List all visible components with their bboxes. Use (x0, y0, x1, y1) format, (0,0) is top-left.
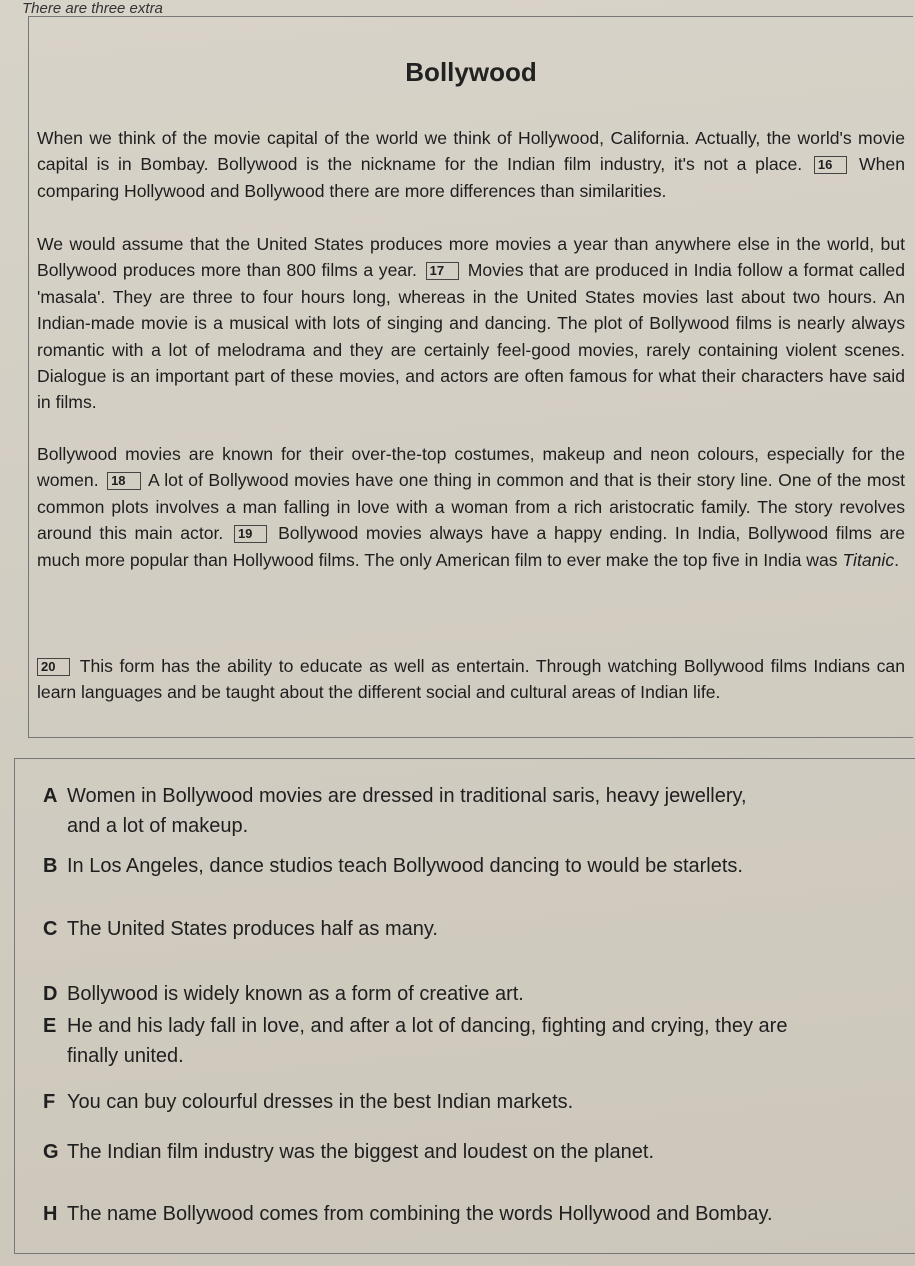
option-d (43, 979, 903, 1009)
titanic-italic: Titanic (842, 549, 895, 570)
option-letter: E (43, 1015, 57, 1037)
paragraph-4 (37, 653, 905, 706)
paragraph-1-text: When we think of the movie capital of the world we think of Hollywood, California. Actually, the world's movie capital is in Bombay. Bollywood is the nickname for the Indian film industry, it's not a place. (37, 128, 905, 175)
paragraph-3-end: . (894, 549, 900, 570)
options-box (14, 758, 915, 1254)
option-letter: C (43, 918, 58, 940)
option-letter: F (43, 1091, 56, 1113)
option-h (43, 1199, 903, 1229)
paragraph-3-text: Bollywood movies are known for their over-the-top costumes, makeup and neon colours, especially for the women. (37, 444, 905, 491)
option-text-cont: and a lot of makeup. (67, 815, 249, 837)
gap-18[interactable]: 18 (107, 472, 140, 490)
option-e (43, 1011, 903, 1071)
option-text: The Indian film industry was the biggest and loudest on the planet. (67, 1141, 655, 1163)
paragraph-2-text-after: Movies that are produced in India follow a format called 'masala'. They are three to four hours long, whereas in the United States movies last about two hours. An Indian-made movie is a musical with lots of singing and dancing. The plot of Bollywood films is nearly always romantic with a lot of melodrama and they are certainly feel-good movies, rarely containing violent scenes. Dialogue is an important part of these movies, and actors are often famous for what their characters have said in films. (37, 260, 906, 413)
paragraph-3 (37, 441, 905, 573)
option-letter: H (43, 1203, 58, 1225)
gap-16[interactable]: 16 (814, 156, 847, 174)
option-text: In Los Angeles, dance studios teach Bollywood dancing to would be starlets. (67, 855, 743, 877)
option-text-cont: finally united. (67, 1045, 184, 1067)
option-b (43, 851, 903, 881)
gap-20[interactable]: 20 (37, 658, 70, 676)
article-title: Bollywood (405, 57, 537, 87)
option-text: He and his lady fall in love, and after a lot of dancing, fighting and crying, they are (67, 1015, 788, 1037)
option-text: The United States produces half as many. (67, 918, 438, 940)
option-g (43, 1137, 903, 1167)
paragraph-1 (37, 125, 905, 204)
paragraph-4-text: This form has the ability to educate as well as entertain. Through watching Bollywood films Indians can learn languages and be taught about the different social and cultural areas of Indian life. (37, 656, 906, 703)
option-text: The name Bollywood comes from combining the words Hollywood and Bombay. (67, 1203, 773, 1225)
option-letter: G (43, 1141, 59, 1163)
paragraph-3-text-after: Bollywood movies always have a happy ending. In India, Bollywood films are much more popular than Hollywood films. The only American film to ever make the top five in India was (37, 523, 905, 570)
gap-17[interactable]: 17 (426, 262, 459, 280)
article-box (28, 16, 913, 738)
option-text: Women in Bollywood movies are dressed in traditional saris, heavy jewellery, (67, 785, 747, 807)
paragraph-1-text-after: When comparing Hollywood and Bollywood there are more differences than similarities. (37, 154, 905, 201)
paragraph-3-text-mid: A lot of Bollywood movies have one thing in common and that is their story line. One of the most common plots involves a man falling in love with a woman from a rich aristocratic family. The story revolves around this main actor. (37, 470, 906, 544)
option-text: You can buy colourful dresses in the best Indian markets. (67, 1091, 574, 1113)
gap-19[interactable]: 19 (234, 525, 267, 543)
option-a (43, 781, 903, 841)
option-letter: B (43, 855, 58, 877)
option-letter: A (43, 785, 58, 807)
option-letter: D (43, 983, 58, 1005)
option-c (43, 914, 903, 944)
instruction-text: There are three extra (22, 0, 163, 17)
option-f (43, 1087, 903, 1117)
option-text: Bollywood is widely known as a form of creative art. (67, 983, 524, 1005)
paragraph-2-text: We would assume that the United States produces more movies a year than anywhere else in the world, but Bollywood produces more than 800 films a year. (37, 234, 905, 281)
paragraph-2 (37, 231, 905, 416)
